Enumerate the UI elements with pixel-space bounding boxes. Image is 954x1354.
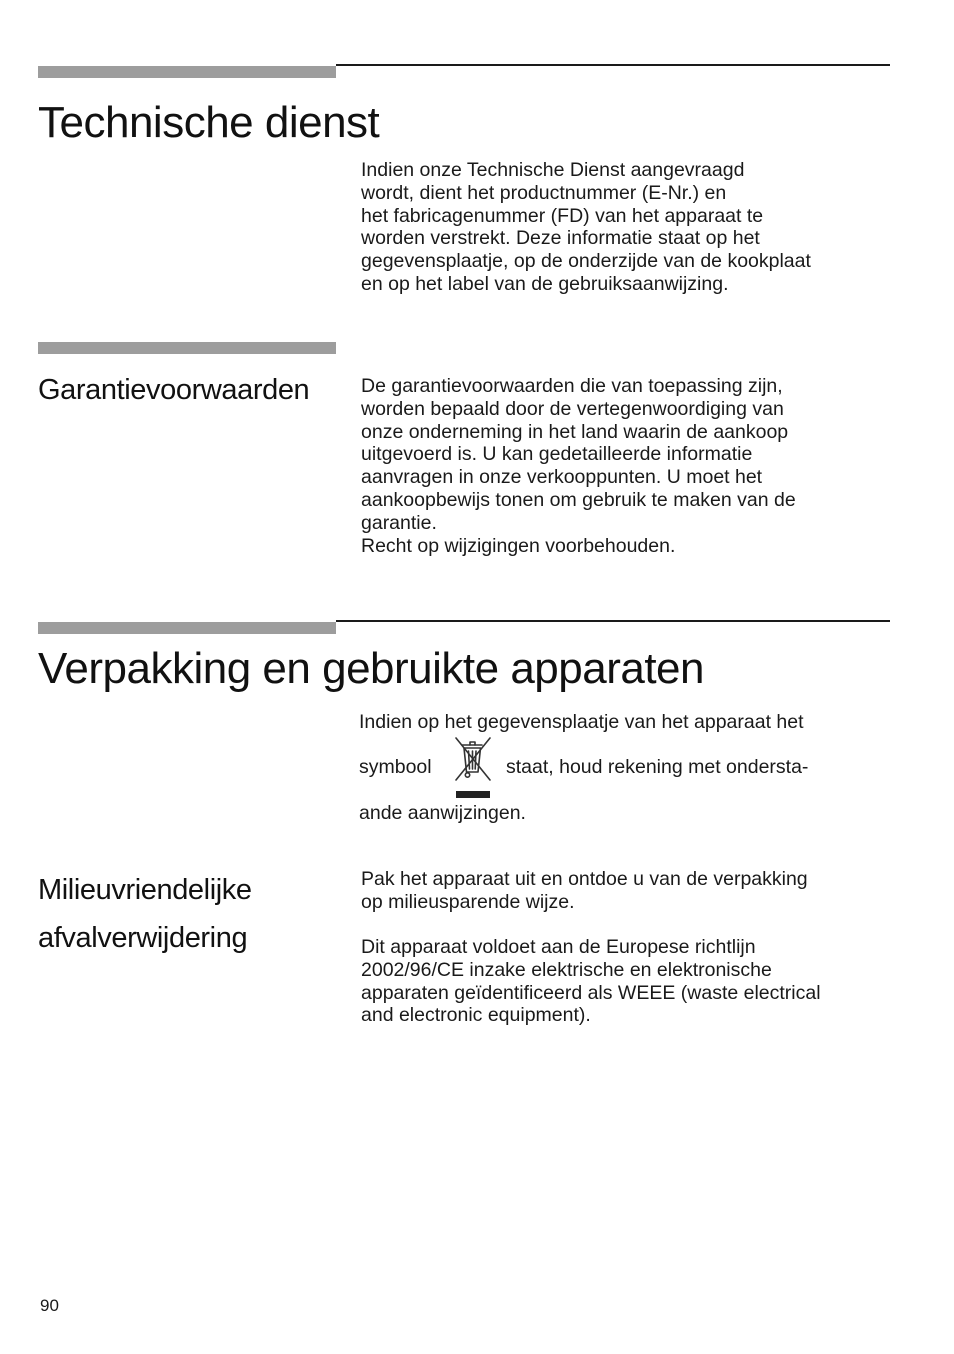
heading-line: Milieuvriendelijke xyxy=(38,874,252,906)
milieu-paragraph-2 xyxy=(361,936,881,1027)
text-line: Pak het apparaat uit en ontdoe u van de verpakking xyxy=(361,868,808,890)
text-line: het fabricagenummer (FD) van het apparaat te xyxy=(361,204,764,227)
section-rule-verpakking xyxy=(336,620,890,622)
page-title-verpakking: Verpakking en gebruikte apparaten xyxy=(38,644,704,693)
text-line: en op het label van de gebruiksaanwijzing. xyxy=(361,272,729,295)
text-line: apparaten geïdentificeerd als WEEE (waste electrical xyxy=(361,981,821,1004)
garantie-paragraph xyxy=(361,375,881,557)
verpakking-intro-line-1: Indien op het gegevensplaatje van het apparaat het xyxy=(359,711,804,733)
text-line: garantie. xyxy=(361,511,437,534)
text-line: op milieusparende wijze. xyxy=(361,890,575,913)
heading-milieuvriendelijke-afvalverwijdering xyxy=(38,866,252,962)
verpakking-intro-line-3: ande aanwijzingen. xyxy=(359,802,526,824)
crossed-out-wheelie-bin-icon xyxy=(452,736,494,802)
text-line: De garantievoorwaarden die van toepassing zijn, xyxy=(361,375,783,397)
technische-dienst-paragraph xyxy=(361,159,881,296)
verpakking-intro-symbol-after: staat, houd rekening met ondersta- xyxy=(506,756,809,778)
section-rule-technische-dienst xyxy=(336,64,890,66)
page-title-technische-dienst: Technische dienst xyxy=(38,98,380,147)
text-line: aanvragen in onze verkooppunten. U moet het xyxy=(361,466,763,489)
section-bar-garantie xyxy=(38,342,336,354)
text-line: Recht op wijzigingen voorbehouden. xyxy=(361,534,676,557)
text-line: Dit apparaat voldoet aan de Europese richtlijn xyxy=(361,936,756,958)
text-line: Indien onze Technische Dienst aangevraagd xyxy=(361,159,745,181)
text-line: onze onderneming in het land waarin de aankoop xyxy=(361,420,789,443)
text-line: 2002/96/CE inzake elektrische en elektronische xyxy=(361,958,772,981)
verpakking-intro-symbol-before: symbool xyxy=(359,756,432,778)
text-line: and electronic equipment). xyxy=(361,1004,591,1027)
section-bar-verpakking xyxy=(38,622,336,634)
text-line: wordt, dient het productnummer (E-Nr.) en xyxy=(361,181,727,204)
text-line: uitgevoerd is. U kan gedetailleerde informatie xyxy=(361,443,753,466)
page-number: 90 xyxy=(40,1296,59,1315)
text-line: worden verstrekt. Deze informatie staat op het xyxy=(361,227,760,250)
milieu-paragraph-1 xyxy=(361,868,881,914)
heading-line: afvalverwijdering xyxy=(38,922,248,954)
text-line: worden bepaald door de vertegenwoordiging van xyxy=(361,397,784,420)
section-bar-technische-dienst xyxy=(38,66,336,78)
text-line: gegevensplaatje, op de onderzijde van de kookplaat xyxy=(361,250,811,273)
heading-garantievoorwaarden: Garantievoorwaarden xyxy=(38,374,310,406)
text-line: aankoopbewijs tonen om gebruik te maken van de xyxy=(361,488,796,511)
